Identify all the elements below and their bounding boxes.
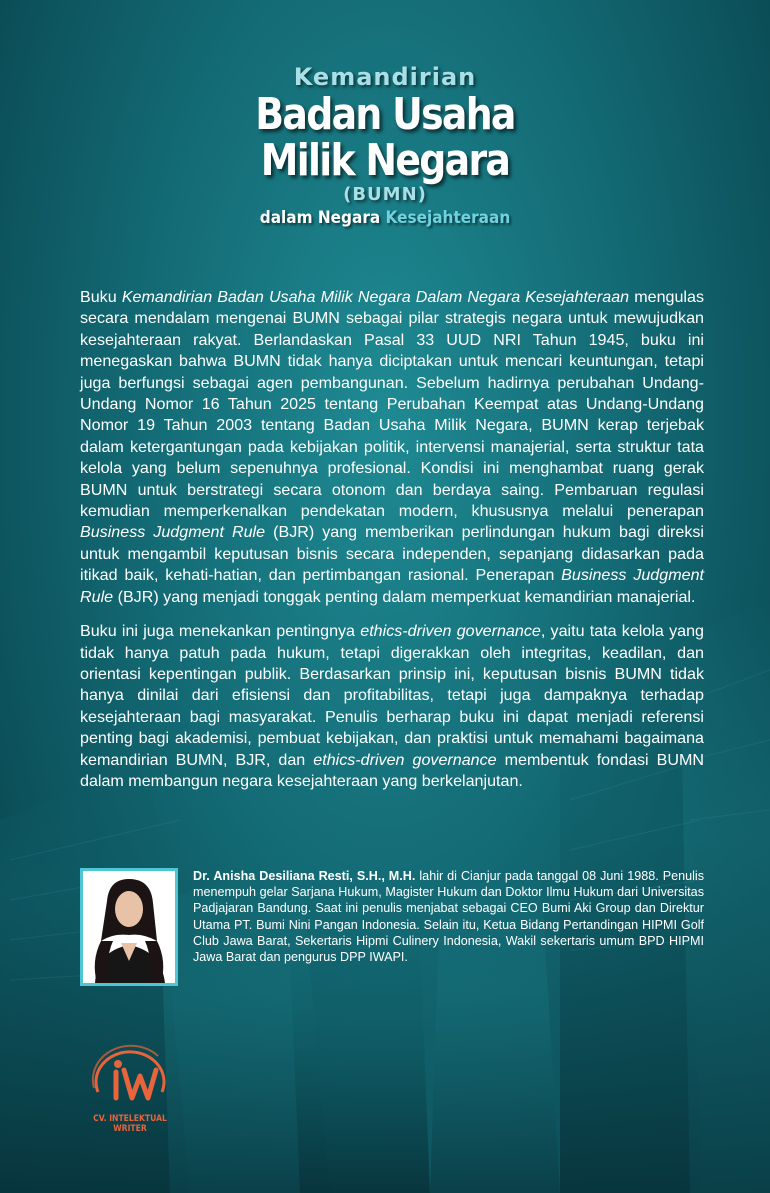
text-run: (BJR) yang menjadi tonggak penting dalam memperkuat kemandirian manajerial. [113,587,696,606]
text-run: Buku [80,288,122,306]
blurb-paragraph-2 [80,621,704,792]
italic-phrase: Kemandirian Badan Usaha Milik Negara Dalam Negara Kesejahteraan [121,288,630,306]
author-bio [193,868,704,965]
italic-phrase: Business Judgment Rule [80,566,704,606]
author-photo [80,868,178,986]
title-line-1: Kemandirian [293,63,477,91]
italic-phrase: ethics-driven governance [313,750,497,769]
text-run: Buku ini juga menekankan pentingnya [80,622,361,641]
publisher-name: CV. INTELEKTUAL WRITER [93,1114,167,1134]
text-run: membentuk fondasi BUMN dalam membangun negara kesejahteraan yang berkelanjutan. [80,750,704,790]
subtitle-part-1: dalam Negara [259,208,386,228]
title-line-3: Milik Negara [260,135,510,186]
book-blurb [80,287,704,805]
title-line-2: Badan Usaha [255,89,515,140]
text-run: mengulas secara mendalam mengenai BUMN sebagai pilar strategis negara untuk mewujudkan kesejahteraan rakyat. Berlandaskan Pasal 33 UUD NRI Tahun 1945, buku ini menegaskan bahwa BUMN tidak hanya diciptakan untuk mencari keuntungan, tetapi juga berfungsi sebagai agen pembangunan. Sebelum hadirnya perubahan Undang-Undang Nomor 16 Tahun 2025 tentang Perubahan Keempat atas Undang-Undang Nomor 19 Tahun 2003 tentang Badan Usaha Milik Negara, BUMN kerap terjebak dalam ketergantungan pada kebijakan politik, intervensi manajerial, serta struktur tata kelola yang belum sepenuhnya profesional. Kondisi ini menghambat ruang gerak BUMN untuk berstrategi secara otonom dan berdaya saing. Pembaruan regulasi kemudian memperkenalkan pendekatan modern, khususnya melalui penerapan [80,288,704,521]
iw-logo-icon [78,1040,182,1114]
italic-phrase: Business Judgment Rule [80,523,266,542]
text-run: (BJR) yang memberikan perlindungan hukum bagi direksi untuk mengambil keputusan bisnis secara independen, sepanjang didasarkan pada itikad baik, kehati-hatian, dan pertimbangan rasional. Penerapan [80,523,704,585]
author-section [80,868,704,992]
text-run: , yaitu tata kelola yang tidak hanya patuh pada hukum, tetapi digerakkan oleh integritas, keadilan, dan orientasi kepentingan publik. Berdasarkan prinsip ini, keputusan bisnis BUMN tidak hanya dinilai dari efisiensi dan profitabilitas, tetapi juga dampaknya terhadap kesejahteraan bagi masyarakat. Penulis berharap buku ini dapat menjadi referensi penting bagi akademisi, pembuat kebijakan, dan praktisi untuk memahami bagaimana kemandirian BUMN, BJR, dan [80,622,704,769]
cover-title [0,62,770,230]
blurb-paragraph-1 [80,287,704,608]
publisher-logo [78,1040,182,1132]
cover-subtitle [39,206,732,230]
italic-phrase: ethics-driven governance [360,622,541,641]
author-bio-text: lahir di Cianjur pada tanggal 08 Juni 1988. Penulis menempuh gelar Sarjana Hukum, Magister Hukum dan Doktor Ilmu Hukum dari Universitas Padjajaran Bandung. Saat ini penulis menjabat sebagai CEO Bumi Aki Group dan Direktur Utama PT. Bumi Nini Pangan Indonesia. Selain itu, Ketua Bidang Pertandingan HIPMI Golf Club Jawa Barat, Sekertaris Hipmi Culinery Indonesia, Wakil sekertaris umum BPD HIPMI Jawa Barat dan pengurus DPP IWAPI. [193,869,704,965]
title-line-4: (BUMN) [343,184,427,205]
author-portrait-icon [83,871,175,983]
author-name: Dr. Anisha Desiliana Resti, S.H., M.H. [193,869,416,883]
subtitle-part-2: Kesejahteraan [385,208,511,228]
